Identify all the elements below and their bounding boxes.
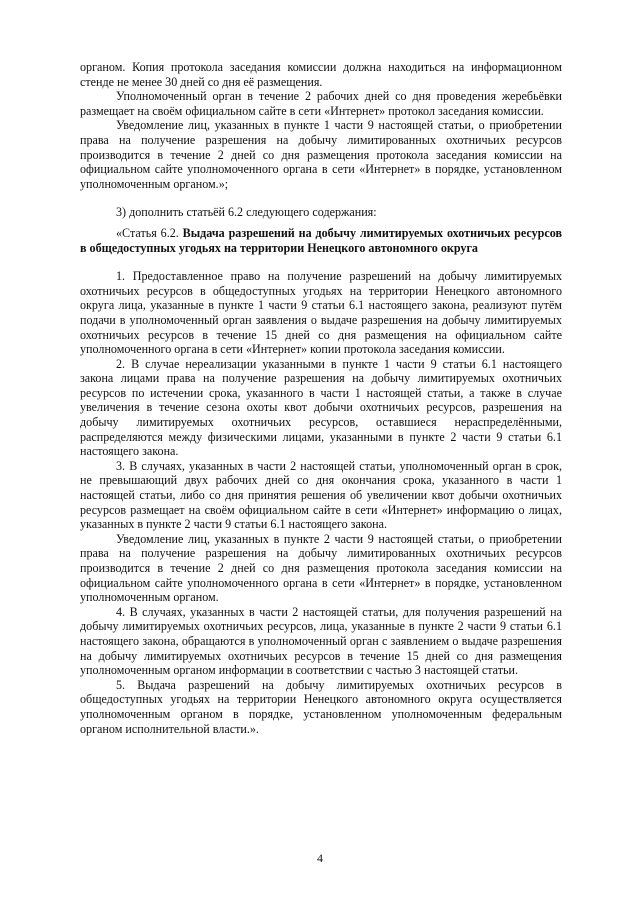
page-number: 4 [317, 851, 323, 865]
article-number: «Статья 6.2. [116, 225, 183, 240]
paragraph-amendment-3: 3) дополнить статьёй 6.2 следующего содержания: [116, 205, 377, 220]
article-title: Выдача разрешений на добычу лимитируемых охотничьих ресурсов в общедоступных угодьях на территории Ненецкого автономного округа [80, 225, 562, 255]
paragraph-notification-1: Уведомление лиц, указанных в пункте 1 части 9 настоящей статьи, о приобретении права на получение разрешения на добычу лимитированных охотничьих ресурсов производится в течение 2 дней со дня размещения протокола заседания комиссии на официальном сайте уполномоченного органа в сети «Интернет» в порядке, установленном уполномоченным органом.»; [80, 118, 562, 191]
paragraph-clause-3: 3. В случаях, указанных в части 2 настоящей статьи, уполномоченный орган в срок, не превышающий двух рабочих дней со дня окончания срока, указанного в части 1 настоящей статьи, либо со дня принятия решения об увеличении квот добычи охотничьих ресурсов размещает на своём официальном сайте в сети «Интернет» информацию о лицах, указанных в пункте 2 части 9 статьи 6.1 настоящего закона. [80, 458, 562, 532]
paragraph-clause-2: 2. В случае нереализации указанными в пункте 1 части 9 статьи 6.1 настоящего закона лицами права на получение разрешения на добычу лимитируемых охотничьих ресурсов по истечении срока, указанного в части 1 настоящей статьи, а также в случае увеличения в течение сезона охоты квот добычи охотничьих ресурсов, разрешения на добычу лимитируемых охотничьих ресурсов, оставшиеся нераспределёнными, распределяются между физическими лицами, указанными в пункте 2 части 9 статьи 6.1 настоящего закона. [80, 356, 562, 459]
paragraph-clause-5: 5. Выдача разрешений на добычу лимитируемых охотничьих ресурсов в общедоступных угодьях на территории Ненецкого автономного округа осуществляется уполномоченным органом в порядке, установленном уполномоченным федеральным органом исполнительной власти.». [80, 677, 562, 736]
paragraph-clause-4: 4. В случаях, указанных в части 2 настоящей статьи, для получения разрешений на добычу лимитируемых охотничьих ресурсов, лица, указанные в пункте 2 части 9 статьи 6.1 настоящего закона, обращаются в уполномоченный орган с заявлением о выдаче разрешения на добычу лимитируемых охотничьих ресурсов в течение 15 дней со дня размещения уполномоченным органом информации в соответствии с частью 3 настоящей статьи. [80, 604, 562, 678]
paragraph-protocol-copy: органом. Копия протокола заседания комиссии должна находиться на информационном стенде не менее 30 дней со дня её размещения. [80, 60, 562, 89]
paragraph-clause-1: 1. Предоставленное право на получение разрешений на добычу лимитируемых охотничьих ресурсов в общедоступных угодьях на территории Ненецкого автономного округа лица, указанные в пункте 1 части 9 статьи 6.1 настоящего закона, реализуют путём подачи в уполномоченный орган заявления о выдаче разрешения на добычу лимитируемых охотничьих ресурсов в течение 15 дней со дня размещения на официальном сайте уполномоченного органа в сети «Интернет» копии протокола заседания комиссии. [80, 269, 562, 357]
document-page [80, 60, 562, 736]
article-heading [80, 226, 562, 255]
paragraph-notification-2: Уведомление лиц, указанных в пункте 2 части 9 настоящей статьи, о приобретении права на получение разрешения на добычу лимитированных охотничьих ресурсов производится в течение 2 дней со дня размещения протокола заседания комиссии на официальном сайте уполномоченного органа в сети «Интернет» в порядке, установленном уполномоченным органом. [80, 531, 562, 605]
paragraph-lottery-protocol: Уполномоченный орган в течение 2 рабочих дней со дня проведения жеребьёвки размещает на своём официальном сайте в сети «Интернет» протокол заседания комиссии. [80, 89, 562, 118]
